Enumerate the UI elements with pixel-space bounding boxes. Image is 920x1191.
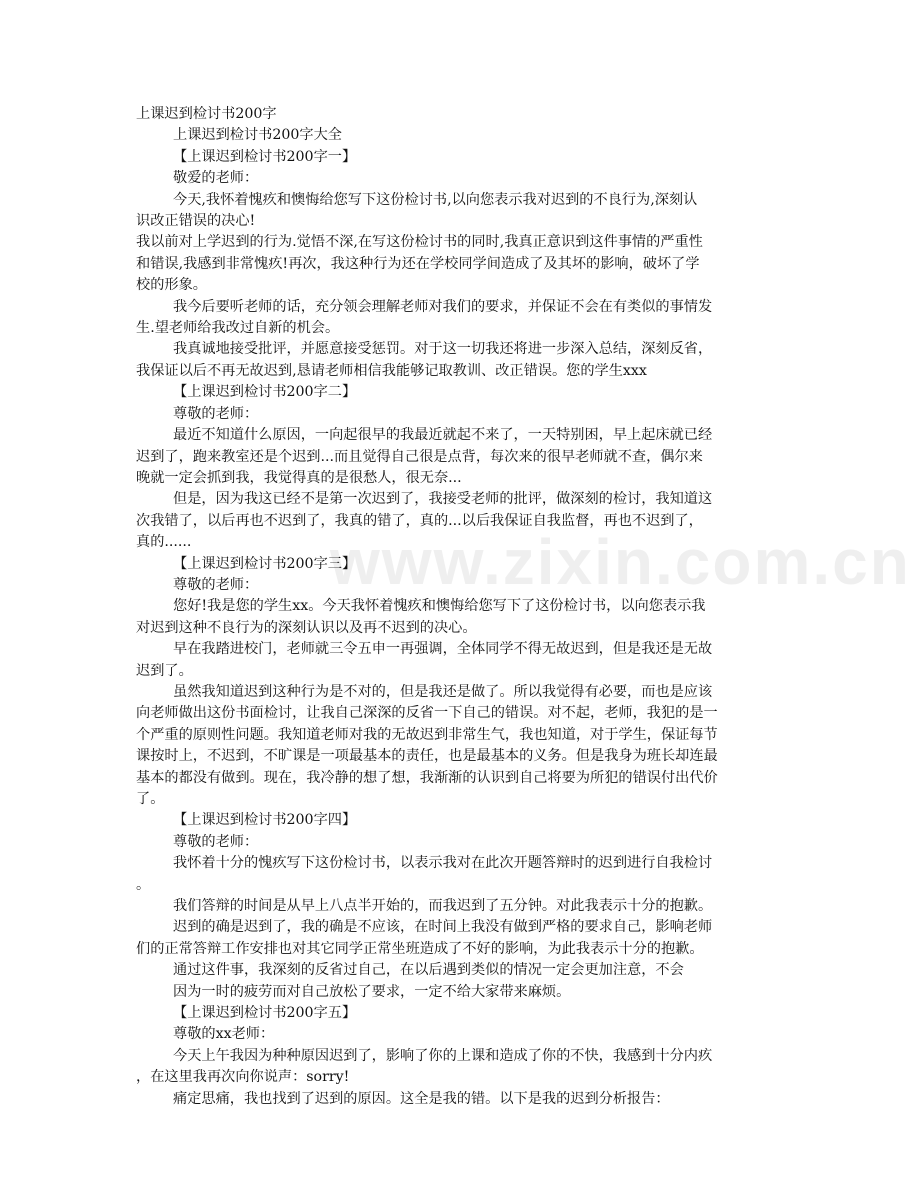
- text-line: 我们答辩的时间是从早上八点半开始的，而我迟到了五分钟。对此我表示十分的抱歉。: [173, 898, 713, 915]
- text-line: 尊敬的xx老师：: [173, 1026, 275, 1043]
- text-line: 迟到了，跑来教室还是个迟到...而且觉得自己很是点背，每次来的很早老师就不查，偶尔来: [136, 448, 703, 465]
- text-line: 次我错了，以后再也不迟到了，我真的错了，真的...以后我保证自我监督，再也不迟到了，: [136, 512, 703, 529]
- text-line: 【上课迟到检讨书200字四】: [173, 812, 357, 829]
- text-line: 和错误,我感到非常愧疚!再次，我这种行为还在学校同学间造成了及其坏的影响，破坏了学: [136, 255, 700, 272]
- text-line: 今天上午我因为种种原因迟到了，影响了你的上课和造成了你的不快，我感到十分内疚: [173, 1047, 713, 1064]
- text-line: 痛定思痛，我也找到了迟到的原因。这全是我的错。以下是我的迟到分析报告：: [173, 1090, 670, 1107]
- text-line: 真的......: [136, 534, 192, 551]
- text-line: 对迟到这种不良行为的深刻认识以及再不迟到的决心。: [136, 619, 477, 636]
- text-line: 虽然我知道迟到这种行为是不对的，但是我还是做了。所以我觉得有必要，而也是应该: [173, 683, 713, 700]
- text-line: 们的正常答辩工作安排也对其它同学正常坐班造成了不好的影响，为此我表示十分的抱歉。: [136, 940, 704, 957]
- text-line: 个严重的原则性问题。我知道老师对我的无故迟到非常生气，我也知道，对于学生，保证每节: [136, 726, 718, 743]
- text-line: 我今后要听老师的话，充分领会理解老师对我们的要求，并保证不会在有类似的事情发: [173, 298, 713, 315]
- text-line: 但是，因为我这已经不是第一次迟到了，我接受老师的批评，做深刻的检讨，我知道这: [173, 491, 713, 508]
- text-line: 通过这件事，我深刻的反省过自己，在以后遇到类似的情况一定会更加注意，不会: [173, 962, 684, 979]
- text-line: 【上课迟到检讨书200字二】: [173, 384, 357, 401]
- text-line: 基本的都没有做到。现在，我冷静的想了想，我渐渐的认识到自己将要为所犯的错误付出代价: [136, 769, 718, 786]
- text-line: 晚就一定会抓到我，我觉得真的是很愁人，很无奈...: [136, 469, 462, 486]
- document-title: 上课迟到检讨书200字: [136, 106, 277, 122]
- text-line: 向老师做出这份书面检讨，让我自己深深的反省一下自己的错误。对不起，老师，我犯的是一: [136, 705, 718, 722]
- text-line: 【上课迟到检讨书200字三】: [173, 555, 357, 572]
- text-line: 早在我踏进校门，老师就三令五申一再强调，全体同学不得无故迟到，但是我还是无故: [173, 641, 713, 658]
- text-line: 尊敬的老师：: [173, 405, 259, 422]
- text-line: ，在这里我再次向你说声：sorry!: [136, 1069, 350, 1086]
- text-line: 迟到的确是迟到了，我的确是不应该，在时间上我没有做到严格的要求自己，影响老师: [173, 919, 713, 936]
- text-line: 识改正错误的决心!: [136, 213, 256, 230]
- text-line: 课按时上，不迟到，不旷课是一项最基本的责任，也是最基本的义务。但是我身为班长却连最: [136, 748, 718, 765]
- text-line: 您好!我是您的学生xx。今天我怀着愧疚和懊悔给您写下了这份检讨书，以向您表示我: [173, 598, 706, 615]
- text-line: 【上课迟到检讨书200字一】: [173, 148, 357, 165]
- text-line: 【上课迟到检讨书200字五】: [173, 1005, 357, 1022]
- text-line: 我保证以后不再无故迟到,恳请老师相信我能够记取教训、改正错误。您的学生xxx: [136, 362, 647, 379]
- watermark: www.zixin.com.cn: [330, 526, 911, 598]
- text-line: 迟到了。: [136, 662, 193, 679]
- text-line: 上课迟到检讨书200字大全: [173, 127, 342, 144]
- text-line: 最近不知道什么原因，一向起很早的我最近就起不来了，一天特别困，早上起床就已经: [173, 427, 713, 444]
- text-line: 我怀着十分的愧疚写下这份检讨书，以表示我对在此次开题答辩时的迟到进行自我检讨: [173, 855, 713, 872]
- text-line: 生.望老师给我改过自新的机会。: [136, 320, 340, 337]
- text-line: 我真诚地接受批评，并愿意接受惩罚。对于这一切我还将进一步深入总结，深刻反省，: [173, 341, 713, 358]
- text-line: 尊敬的老师：: [173, 576, 259, 593]
- text-line: 我以前对上学迟到的行为.觉悟不深,在写这份检讨书的同时,我真正意识到这件事情的严重性: [136, 234, 703, 251]
- text-line: 因为一时的疲劳而对自己放松了要求，一定不给大家带来麻烦。: [173, 983, 571, 1000]
- document-body: [136, 104, 784, 1110]
- text-line: 敬爱的老师：: [173, 170, 259, 187]
- text-line: 。: [136, 876, 151, 893]
- text-line: 今天,我怀着愧疚和懊悔给您写下这份检讨书,以向您表示我对迟到的不良行为,深刻认: [173, 191, 698, 208]
- text-line: 尊敬的老师：: [173, 833, 259, 850]
- text-line: 了。: [136, 791, 165, 807]
- text-line: 校的形象。: [136, 277, 207, 294]
